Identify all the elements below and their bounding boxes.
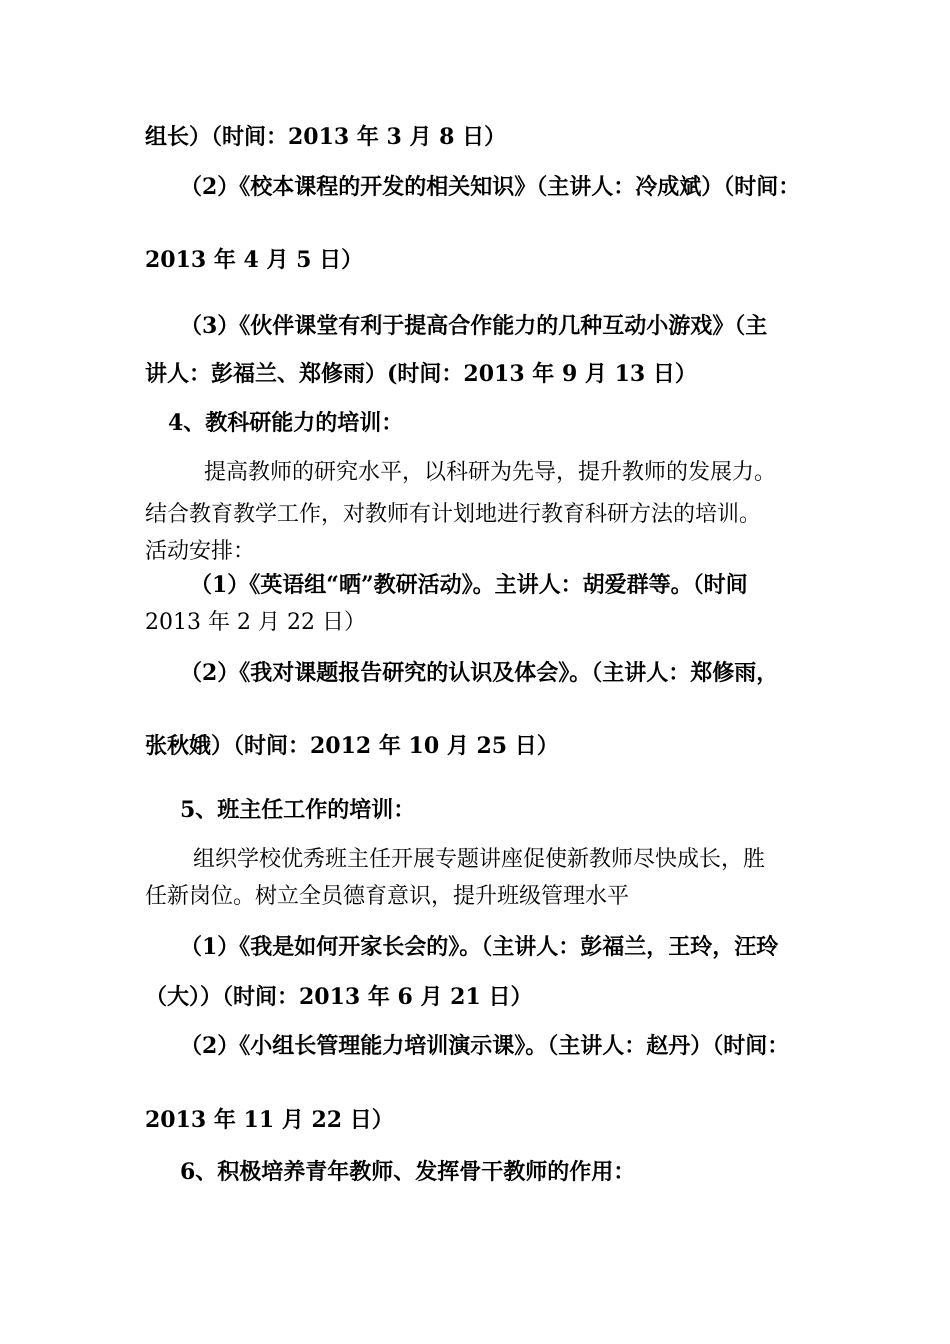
text-line: 2013 年 2 月 22 日） [145, 610, 366, 635]
text-line: 活动安排： [145, 539, 256, 564]
section-heading: 4、教科研能力的培训： [168, 410, 404, 436]
text-line: 组长）（时间：2013 年 3 月 8 日） [145, 124, 507, 150]
text-line: 讲人：彭福兰、郑修雨）(时间：2013 年 9 月 13 日） [145, 361, 697, 387]
text-line: 张秋娥）（时间：2012 年 10 月 25 日） [145, 733, 559, 759]
text-line: 任新岗位。树立全员德育意识，提升班级管理水平 [145, 884, 630, 909]
section-heading: 6、积极培养青年教师、发挥骨干教师的作用： [180, 1159, 636, 1185]
text-line: 2013 年 4 月 5 日） [145, 247, 364, 273]
text-line: （1）《我是如何开家长会的》。（主讲人：彭福兰，王玲，汪玲 [180, 934, 779, 960]
text-line: 提高教师的研究水平，以科研为先导，提升教师的发展力。 [204, 460, 777, 485]
text-line: （3）《伙伴课堂有利于提高合作能力的几种互动小游戏》（主 [180, 313, 768, 339]
text-line: 组织学校优秀班主任开展专题讲座促使新教师尽快成长，胜 [193, 847, 766, 872]
text-line: （大））（时间：2013 年 6 月 21 日） [145, 984, 533, 1010]
text-line: 2013 年 11 月 22 日） [145, 1107, 394, 1133]
text-line: 结合教育教学工作，对教师有计划地进行教育科研方法的培训。 [145, 502, 762, 527]
text-line: （2）《小组长管理能力培训演示课》。（主讲人：赵丹）（时间： [180, 1033, 790, 1059]
section-heading: 5、班主任工作的培训： [180, 797, 416, 823]
text-line: （2）《校本课程的开发的相关知识》（主讲人：冷成斌）（时间： [180, 174, 801, 200]
text-line: （1）《英语组“晒”教研活动》。主讲人：胡爱群等。（时间 [190, 572, 748, 598]
text-line: （2）《我对课题报告研究的认识及体会》。（主讲人：郑修雨， [180, 660, 779, 686]
